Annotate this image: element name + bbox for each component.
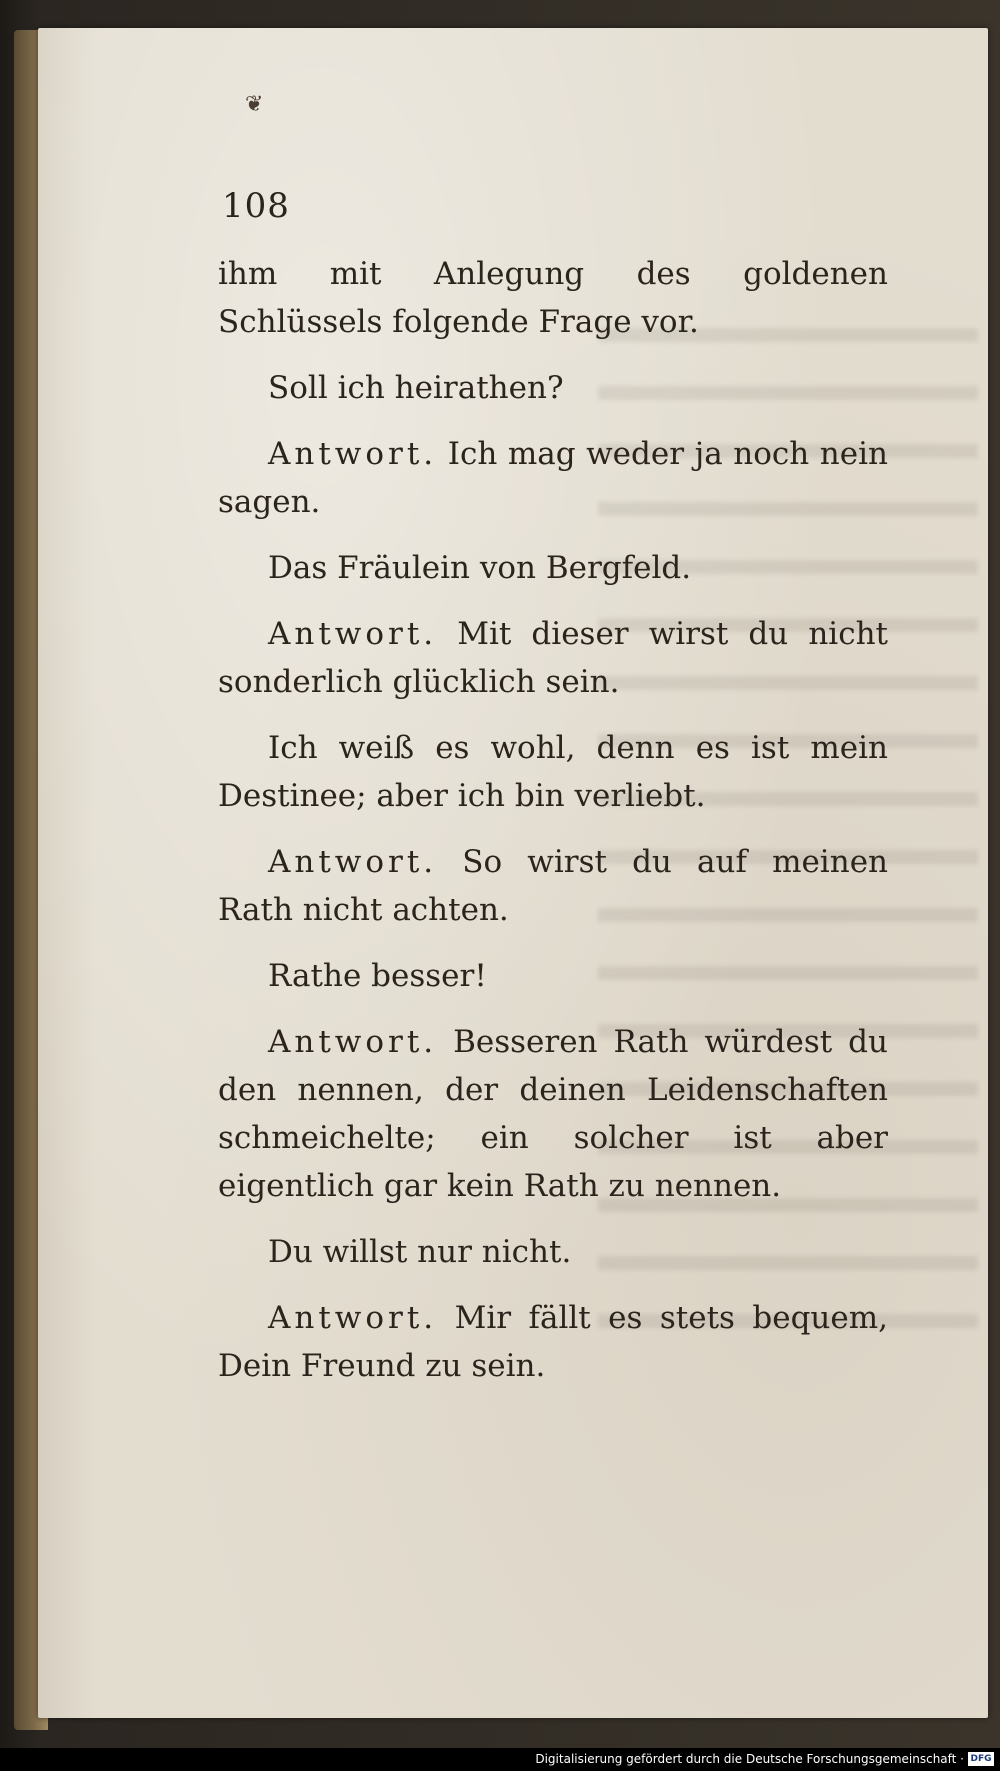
paragraph-text: Ich mag weder ja noch nein sagen.: [218, 436, 888, 520]
paragraph: [218, 610, 888, 706]
paragraph-lead: Antwort.: [268, 844, 438, 880]
paragraph: [218, 544, 888, 592]
paragraph: [218, 838, 888, 934]
paragraph: [218, 1018, 888, 1210]
paragraph: [218, 724, 888, 820]
paragraph-lead: Antwort.: [268, 1024, 438, 1060]
paragraph-text: Du willst nur nicht.: [268, 1234, 572, 1270]
paragraph-text: Besseren Rath würdest du den nennen, der deinen Leidenschaften schmeichelte; ein solcher ist aber eigentlich gar kein Rath zu nennen.: [218, 1024, 888, 1204]
paragraph-text: Ich weiß es wohl, denn es ist mein Destinee; aber ich bin verliebt.: [218, 730, 888, 814]
paragraph-text: So wirst du auf meinen Rath nicht achten.: [218, 844, 888, 928]
paragraph-lead: Antwort.: [268, 616, 438, 652]
paragraph-lead: Antwort.: [268, 436, 438, 472]
paragraph: [218, 1228, 888, 1276]
paragraph-text: Mit dieser wirst du nicht sonderlich glücklich sein.: [218, 616, 888, 700]
page-number: 108: [222, 186, 290, 226]
paragraph: [218, 250, 888, 346]
ink-smudge-mark: ❦: [245, 92, 264, 117]
dfg-logo: DFG: [968, 1752, 994, 1766]
digitization-credit: Digitalisierung gefördert durch die Deutsche Forschungsgemeinschaft ·: [535, 1752, 964, 1766]
paragraph-text: Mir fällt es stets bequem, Dein Freund zu sein.: [218, 1300, 888, 1384]
paragraph: [218, 1294, 888, 1390]
paragraph: [218, 430, 888, 526]
body-text: [218, 250, 888, 1408]
paragraph-text: Das Fräulein von Bergfeld.: [268, 550, 692, 586]
paragraph-text: Rathe besser!: [268, 958, 487, 994]
paragraph: [218, 364, 888, 412]
paragraph: [218, 952, 888, 1000]
paragraph-text: Soll ich heirathen?: [268, 370, 564, 406]
paragraph-lead: Antwort.: [268, 1300, 438, 1336]
paragraph-text: ihm mit Anlegung des goldenen Schlüssels folgende Frage vor.: [218, 256, 888, 340]
